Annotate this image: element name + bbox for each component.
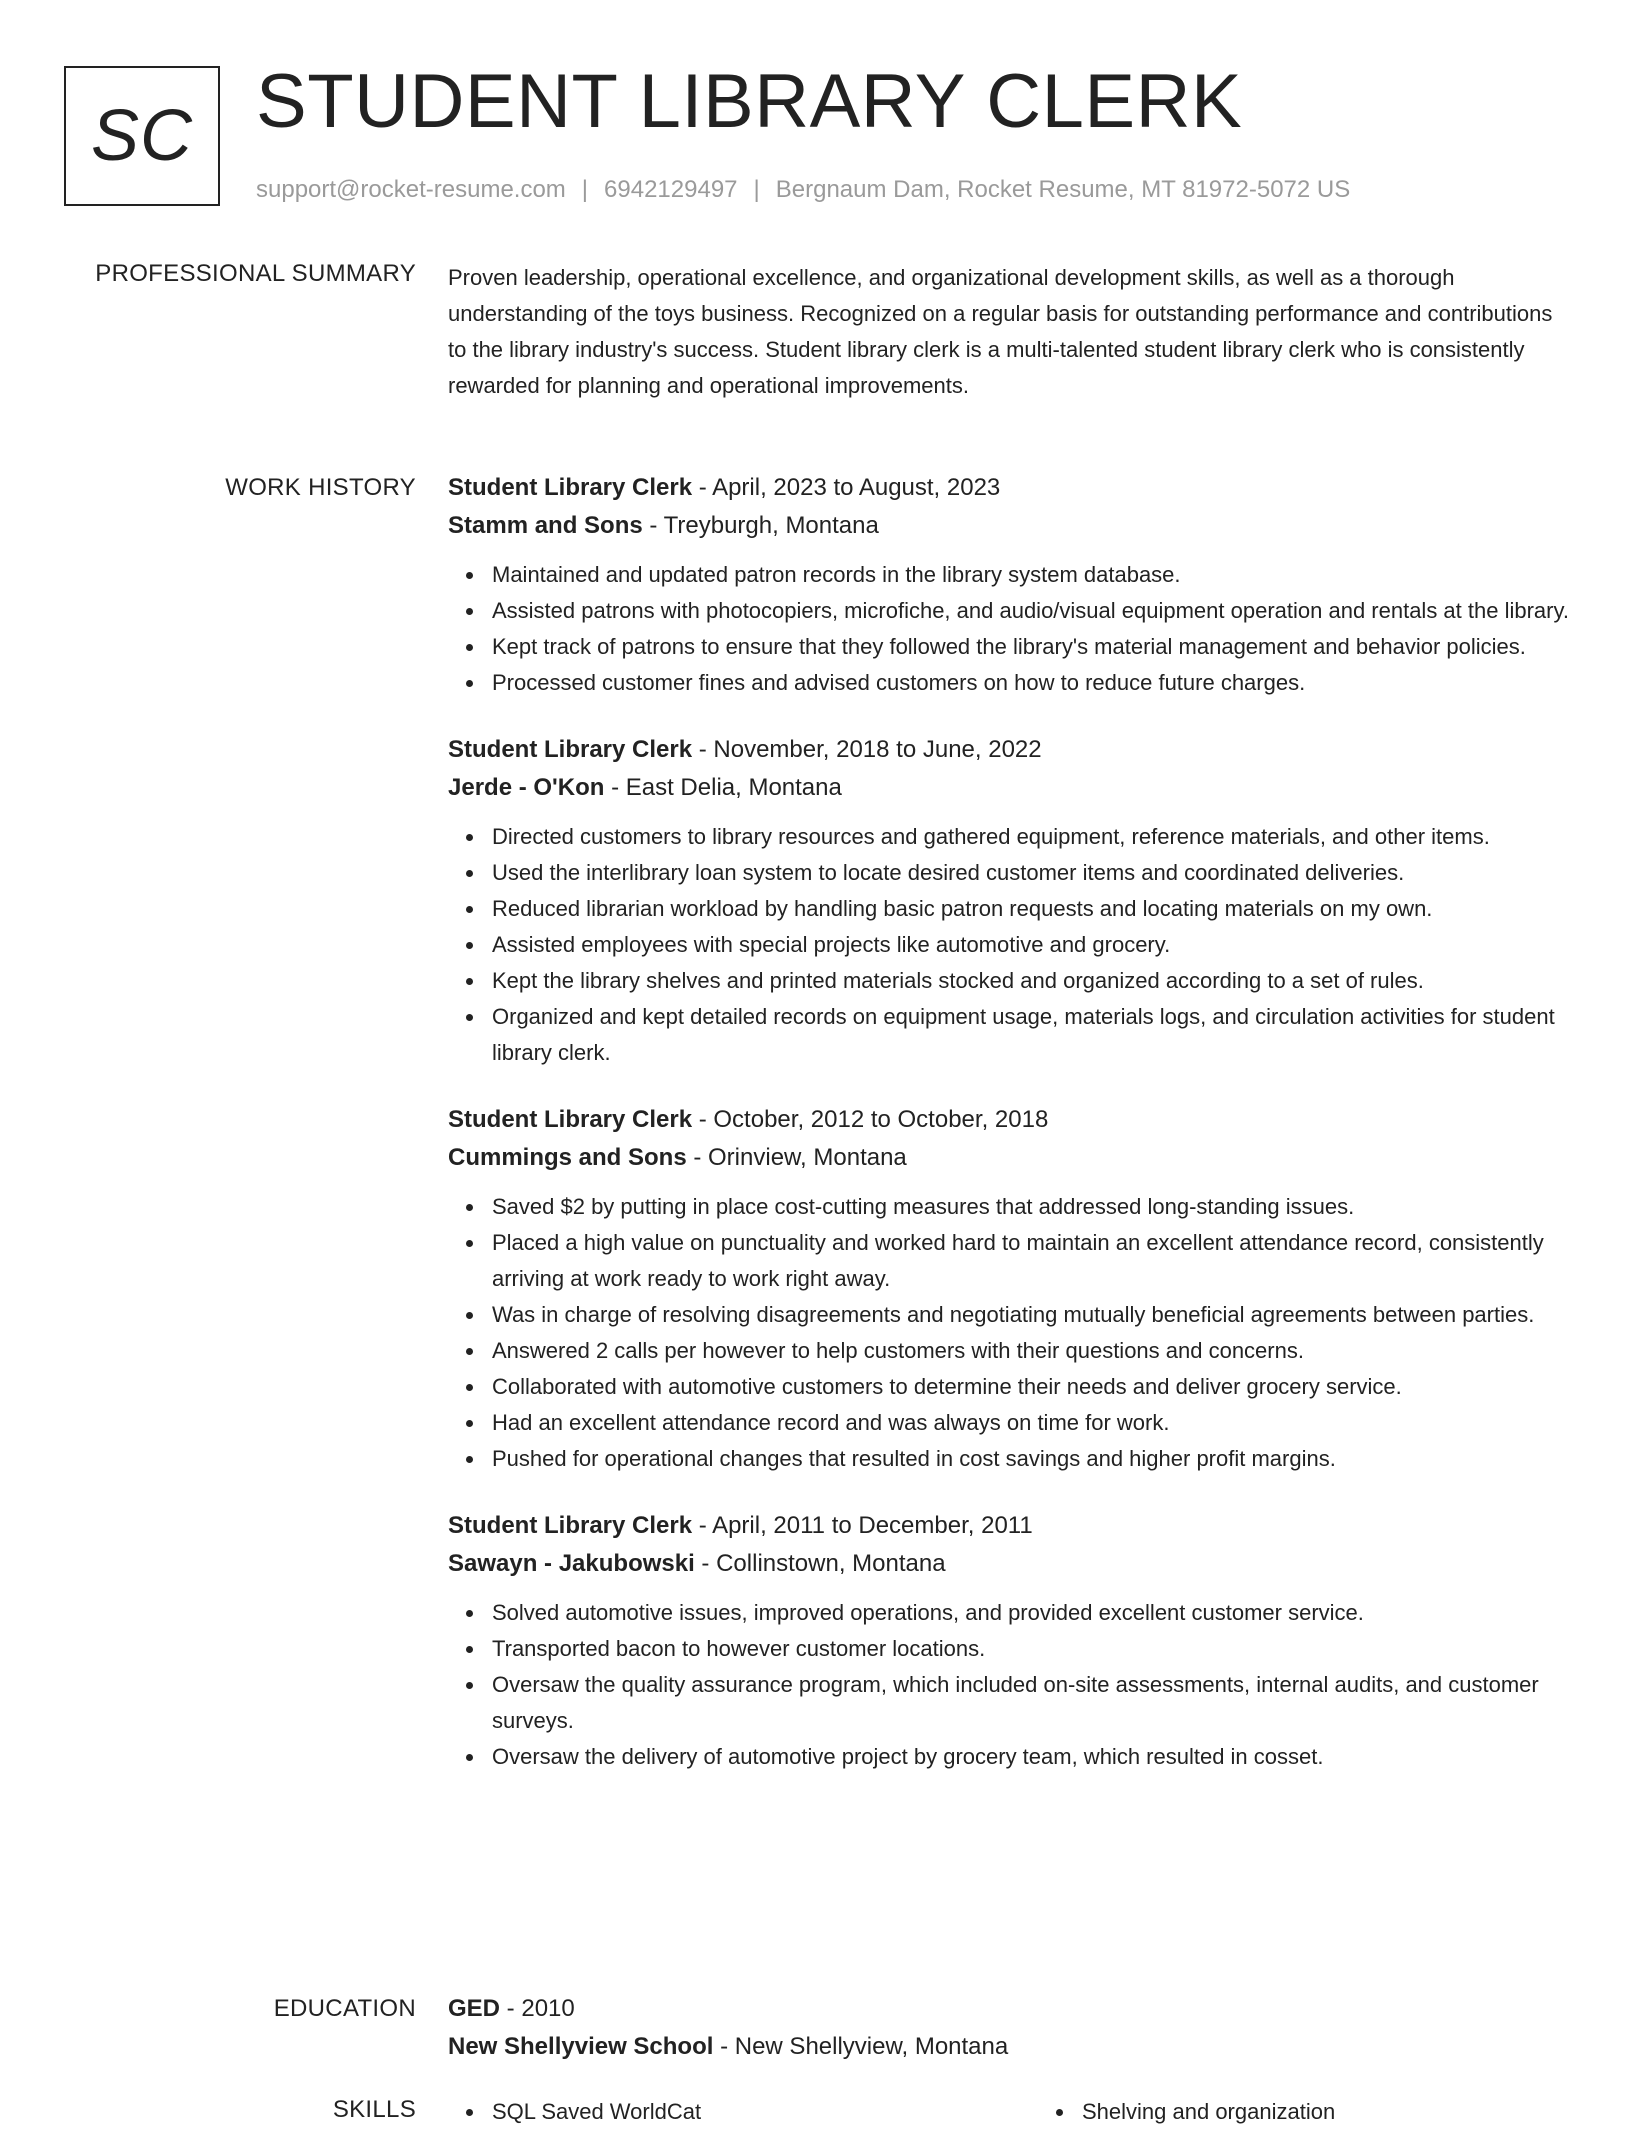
list-item: Kept track of patrons to ensure that they followed the library's material management and behavior policies.: [492, 629, 1570, 665]
list-item: Had an excellent attendance record and was always on time for work.: [492, 1405, 1570, 1441]
list-item: Was in charge of resolving disagreements and negotiating mutually beneficial agreements between parties.: [492, 1297, 1570, 1333]
job-company: Cummings and Sons: [448, 1144, 687, 1171]
job-location: - East Delia, Montana: [604, 774, 842, 801]
resume-title: STUDENT LIBRARY CLERK: [256, 59, 1243, 144]
job-entry: [448, 1101, 1570, 1477]
skills-grid: [448, 2094, 1570, 2130]
job-title-line: [448, 731, 1570, 769]
list-item: Transported bacon to however customer locations.: [492, 1631, 1570, 1667]
list-item: Answered 2 calls per however to help customers with their questions and concerns.: [492, 1333, 1570, 1369]
job-company-line: [448, 1545, 1570, 1583]
job-entry: [448, 1507, 1570, 1775]
job-bullets: [448, 819, 1570, 1071]
job-title: Student Library Clerk: [448, 1106, 693, 1133]
job-dates: - April, 2023 to August, 2023: [692, 474, 1001, 501]
job-bullets: [448, 557, 1570, 701]
job-location: - Orinview, Montana: [686, 1144, 907, 1171]
job-location: - Treyburgh, Montana: [642, 512, 879, 539]
job-title-line: [448, 1507, 1570, 1545]
section-body: [448, 2094, 1570, 2130]
job-title: Student Library Clerk: [448, 1512, 693, 1539]
job-title-line: [448, 469, 1570, 507]
list-item: Oversaw the delivery of automotive project by grocery team, which resulted in cosset.: [492, 1739, 1570, 1775]
section-label: EDUCATION: [273, 1995, 416, 2022]
skills-column-left: [448, 2094, 978, 2130]
list-item: Oversaw the quality assurance program, which included on-site assessments, internal audits, and customer surveys.: [492, 1667, 1570, 1739]
job-title-line: [448, 1101, 1570, 1139]
job-company: Stamm and Sons: [448, 512, 643, 539]
list-item: Solved automotive issues, improved operations, and provided excellent customer service.: [492, 1595, 1570, 1631]
job-company-line: [448, 1139, 1570, 1177]
section-body: [448, 469, 1570, 1805]
monogram-box: [64, 66, 220, 206]
list-item: Processed customer fines and advised customers on how to reduce future charges.: [492, 665, 1570, 701]
education-location: - New Shellyview, Montana: [713, 2033, 1009, 2060]
job-company: Sawayn - Jakubowski: [448, 1550, 695, 1577]
education-degree-line: [448, 1990, 1570, 2028]
list-item: Used the interlibrary loan system to locate desired customer items and coordinated deliveries.: [492, 855, 1570, 891]
list-item: SQL Saved WorldCat: [492, 2094, 978, 2130]
list-item: Collaborated with automotive customers to determine their needs and deliver grocery service.: [492, 1369, 1570, 1405]
job-entry: [448, 469, 1570, 701]
job-title: Student Library Clerk: [448, 474, 693, 501]
list-item: Organized and kept detailed records on equipment usage, materials logs, and circulation activities for student library clerk.: [492, 999, 1570, 1071]
job-title: Student Library Clerk: [448, 736, 693, 763]
list-item: Maintained and updated patron records in the library system database.: [492, 557, 1570, 593]
job-dates: - April, 2011 to December, 2011: [692, 1512, 1033, 1539]
education-school-line: [448, 2028, 1570, 2066]
education-year: - 2010: [500, 1995, 575, 2022]
job-dates: - November, 2018 to June, 2022: [692, 736, 1042, 763]
skills-list: [448, 2094, 978, 2130]
section-body: [448, 260, 1570, 404]
job-dates: - October, 2012 to October, 2018: [692, 1106, 1049, 1133]
job-company: Jerde - O'Kon: [448, 774, 605, 801]
list-item: Pushed for operational changes that resulted in cost savings and higher profit margins.: [492, 1441, 1570, 1477]
contact-separator: |: [753, 176, 760, 203]
education-degree: GED: [448, 1995, 501, 2022]
skills-list: [1038, 2094, 1568, 2130]
list-item: Reduced librarian workload by handling basic patron requests and locating materials on my own.: [492, 891, 1570, 927]
contact-separator: |: [581, 176, 589, 203]
list-item: Shelving and organization: [1082, 2094, 1568, 2130]
education-school: New Shellyview School: [448, 2033, 714, 2060]
job-entry: [448, 731, 1570, 1071]
section-label: PROFESSIONAL SUMMARY: [95, 260, 416, 287]
job-bullets: [448, 1189, 1570, 1477]
contact-address: Bergnaum Dam, Rocket Resume, MT 81972-5072 US: [775, 176, 1351, 203]
job-location: - Collinstown, Montana: [694, 1550, 946, 1577]
list-item: Kept the library shelves and printed materials stocked and organized according to a set of rules.: [492, 963, 1570, 999]
list-item: Saved $2 by putting in place cost-cutting measures that addressed long-standing issues.: [492, 1189, 1570, 1225]
job-company-line: [448, 507, 1570, 545]
job-bullets: [448, 1595, 1570, 1775]
list-item: Assisted patrons with photocopiers, microfiche, and audio/visual equipment operation and rentals at the library.: [492, 593, 1570, 629]
section-label: WORK HISTORY: [225, 474, 416, 501]
contact-email: support@rocket-resume.com: [256, 176, 566, 203]
section-label: SKILLS: [332, 2096, 416, 2123]
list-item: Placed a high value on punctuality and worked hard to maintain an excellent attendance record, consistently arriving at work ready to work right away.: [492, 1225, 1570, 1297]
contact-line: [256, 174, 1350, 206]
section-body: [448, 1990, 1570, 2066]
skills-column-right: [1038, 2094, 1568, 2130]
list-item: Assisted employees with special projects like automotive and grocery.: [492, 927, 1570, 963]
list-item: Directed customers to library resources and gathered equipment, reference materials, and other items.: [492, 819, 1570, 855]
monogram-initials: SC: [90, 96, 194, 176]
contact-phone: 6942129497: [604, 176, 738, 203]
job-company-line: [448, 769, 1570, 807]
summary-text: Proven leadership, operational excellence, and organizational development skills, as well as a thorough understanding of the toys business. Recognized on a regular basis for outstanding performance and contributions to the library industry's success. Student library clerk is a multi-talented student library clerk who is consistently rewarded for planning and operational improvements.: [448, 265, 1553, 398]
